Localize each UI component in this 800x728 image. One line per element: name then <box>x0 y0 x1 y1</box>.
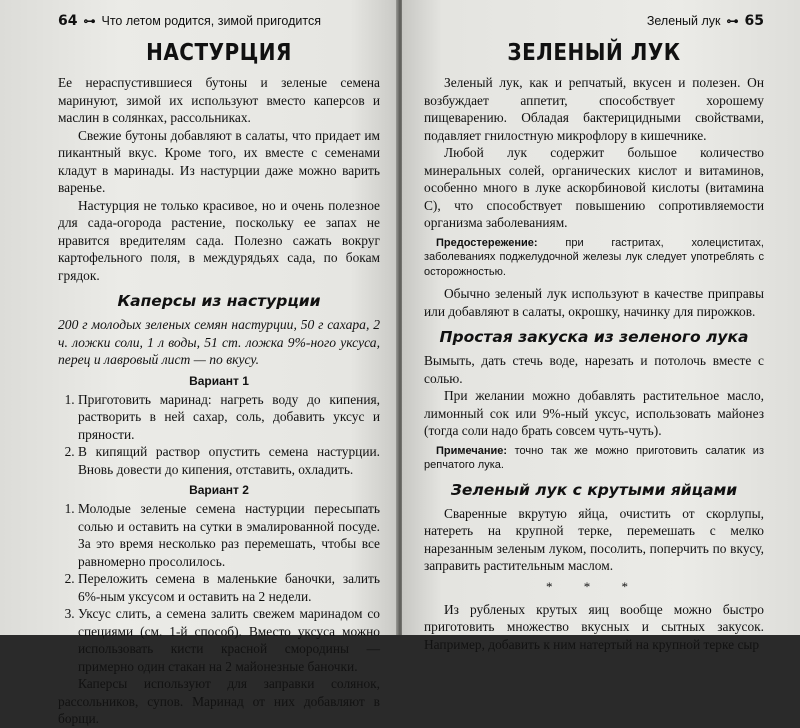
left-page <box>0 0 398 726</box>
steps-list <box>58 391 380 479</box>
left-running-head <box>58 12 380 30</box>
right-page <box>402 0 800 652</box>
recipe-title: Простая закуска из зеленого лука <box>439 328 749 346</box>
page-number: 64 <box>58 13 78 29</box>
paragraph: Зеленый лук, как и репчатый, вкусен и полезен. Он возбуждает аппетит, способствует хорошему пищеварению. Обладая бактерицидными свойствами, подавляет гнилостную микрофлору в кишечнике. <box>424 75 764 143</box>
warning-note <box>424 236 764 280</box>
ingredients: 200 г молодых зеленых семян настурции, 50 г сахара, 2 ч. ложки соли, 1 л воды, 51 ст. ложка 9%-ного уксуса, перец и лавровый лист — по вкусу. <box>58 317 380 367</box>
separator: * * * <box>546 578 642 594</box>
note-text: точно так же можно приготовить салатик из репчатого лука. <box>424 444 764 471</box>
section-title: НАСТУРЦИЯ <box>146 38 292 66</box>
key-icon: ⊶ <box>726 14 739 28</box>
running-head-text: Зеленый лук <box>646 14 721 28</box>
list-item: 2. Переложить семена в маленькие баночки, залить 6%-ным уксусом и оставить на 2 недели. <box>78 570 380 605</box>
paragraph: Каперсы используют для заправки солянок, рассольников, супов. Маринад от них добавляют в борщи. <box>58 676 380 726</box>
paragraph: Свежие бутоны добавляют в салаты, что придает им пикантный вкус. Кроме того, их вместе с семенами кладут в маринады. Из настурции даже можно варить варенье. <box>58 127 380 195</box>
recipe-title: Зеленый лук с крутыми яйцами <box>450 480 738 499</box>
section-title: ЗЕЛЕНЫЙ ЛУК <box>507 38 681 66</box>
list-item: 1. Молодые зеленые семена настурции пересыпать солью и оставить на сутки в эмалированной посуде. За это время несколько раз перемешать, чтобы все равномерно просолилось. <box>78 500 380 570</box>
steps-list <box>58 500 380 675</box>
page-number: 65 <box>744 13 764 29</box>
list-item: 2. В кипящий раствор опустить семена настурции. Вновь довести до кипения, отставить, охладить. <box>78 443 380 478</box>
note-label: Примечание: <box>436 444 508 457</box>
right-running-head <box>424 12 764 30</box>
key-icon: ⊶ <box>83 14 96 28</box>
running-head-text: Что летом родится, зимой пригодится <box>101 14 321 28</box>
variant-title: Вариант 1 <box>189 373 249 388</box>
paragraph: Ее нераспустившиеся бутоны и зеленые семена маринуют, зимой их используют вместо каперсов и маслин в солянках, рассольниках. <box>58 75 380 125</box>
recipe-title: Каперсы из настурции <box>117 292 321 310</box>
list-item: 3. Уксус слить, а семена залить свежем маринадом со специями (см. 1-й способ). Вместо уксуса можно использовать кисти красной смородины — примерно один стакан на 2 майонезные баночки. <box>78 605 380 675</box>
paragraph: Обычно зеленый лук используют в качестве приправы или добавляют в салаты, окрошку, начинку для пирожков. <box>424 286 764 319</box>
paragraph: Вымыть, дать стечь воде, нарезать и потолочь вместе с солью. <box>424 353 764 386</box>
warning-text: при гастритах, холециститах, заболеваниях поджелудочной железы лук следует употреблять с осторожностью. <box>424 236 764 278</box>
paragraph: Любой лук содержит большое количество минеральных солей, органических кислот и витаминов, особенно много в луке аскорбиновой кислоты (витамина С), что способствует повышению сопротивляемости организма заболеваниям. <box>424 145 764 230</box>
paragraph: Настурция не только красивое, но и очень полезное для сада-огорода растение, поскольку ее запах не нравится вредителям сада. Полезно сажать вокруг картофельного поля, в междурядьях сада, по бокам грядок. <box>58 197 380 283</box>
paragraph: Из рубленых крутых яиц вообще можно быстро приготовить множество вкусных и сытных закусок. Например, добавить к ним натертый на крупной терке сыр <box>424 601 764 652</box>
paragraph: При желании можно добавлять растительное масло, лимонный сок или 9%-ный уксус, использовать майонез (тогда соли надо брать совсем чуть-чуть). <box>424 388 764 438</box>
list-item: 1. Приготовить маринад: нагреть воду до кипения, растворить в ней сахар, соль, добавить уксус и пряности. <box>78 391 380 444</box>
warning-label: Предостережение: <box>436 236 538 249</box>
variant-title: Вариант 2 <box>189 483 249 497</box>
paragraph: Сваренные вкрутую яйца, очистить от скорлупы, натереть на крупной терке, перемешать с мелко нарезанным зеленым луком, посолить, поперчить по вкусу, заправить растительным маслом. <box>424 505 764 573</box>
note <box>424 444 764 473</box>
